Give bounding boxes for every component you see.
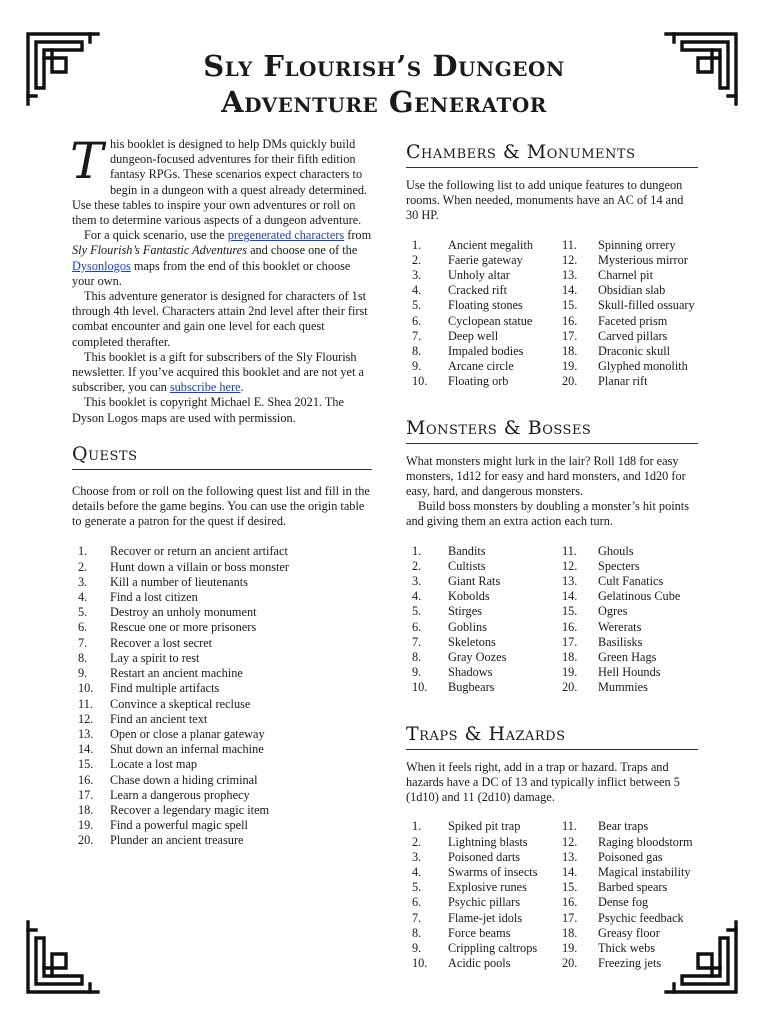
list-text: Impaled bodies (448, 344, 524, 359)
corner-ornament-bottom-left (22, 918, 102, 998)
traps-list-item (556, 850, 696, 865)
quest-list-item (72, 788, 372, 803)
quest-list-item (72, 620, 372, 635)
list-number: 18. (562, 650, 578, 665)
list-text: Restart an ancient machine (110, 666, 243, 681)
list-text: Obsidian slab (598, 283, 666, 298)
traps-list-item (406, 835, 556, 850)
knotwork-ornament-icon (22, 28, 102, 108)
list-number: 15. (562, 880, 578, 895)
list-text: Explosive runes (448, 880, 527, 895)
chambers-list-item (406, 253, 556, 268)
list-number: 4. (412, 864, 422, 879)
list-number: 3. (412, 268, 422, 283)
list-number: 8. (412, 925, 422, 940)
list-text: Hunt down a villain or boss monster (110, 559, 289, 574)
chambers-list-item (556, 268, 696, 283)
list-text: Glyphed monolith (598, 359, 688, 374)
list-number: 11. (562, 819, 577, 834)
quest-list-item (72, 666, 372, 681)
list-text: Green Hags (598, 650, 657, 665)
list-text: Thick webs (598, 940, 656, 955)
list-text: Spinning orrery (598, 237, 676, 252)
list-text: Giant Rats (448, 574, 501, 589)
list-number: 15. (78, 757, 94, 772)
list-text: Find a lost citizen (110, 590, 198, 605)
list-text: Spiked pit trap (448, 819, 521, 834)
quest-list-item (72, 590, 372, 605)
list-text: Cracked rift (448, 283, 508, 298)
traps-list-item (406, 880, 556, 895)
list-text: Acidic pools (448, 956, 511, 971)
list-number: 19. (78, 818, 94, 833)
quest-list-item (72, 681, 372, 696)
knotwork-ornament-icon (662, 28, 742, 108)
traps-heading: Traps & Hazards (406, 722, 698, 750)
list-text: Magical instability (598, 864, 691, 879)
list-number: 20. (562, 374, 578, 389)
list-number: 7. (412, 910, 422, 925)
list-number: 4. (412, 283, 422, 298)
list-number: 19. (562, 940, 578, 955)
list-number: 14. (562, 589, 578, 604)
dysonlogos-link[interactable]: Dysonlogos (72, 258, 131, 273)
list-number: 1. (78, 544, 88, 559)
list-number: 6. (412, 619, 422, 634)
list-text: Dense fog (598, 895, 649, 910)
quest-list-item (72, 575, 372, 590)
monsters-list-item (406, 559, 556, 574)
quests-description: Choose from or roll on the following quest list and fill in the details before the game begins. You can use the origin table to generate a patron for the quest if desired. (72, 483, 370, 529)
chambers-list-item (556, 253, 696, 268)
list-number: 15. (562, 298, 578, 313)
list-text: Stirges (448, 604, 482, 619)
list-number: 18. (562, 925, 578, 940)
list-text: Open or close a planar gateway (110, 726, 265, 741)
title-line-1: Sly Flourish’s Dungeon (203, 49, 565, 83)
traps-list-item (406, 911, 556, 926)
list-text: Cyclopean statue (448, 313, 533, 328)
list-number: 10. (78, 681, 94, 696)
list-text: Lay a spirit to rest (110, 650, 200, 665)
corner-ornament-top-left (22, 28, 102, 108)
chambers-list-item (556, 329, 696, 344)
list-number: 19. (562, 665, 578, 680)
list-number: 16. (78, 772, 94, 787)
traps-list-item (556, 911, 696, 926)
list-number: 2. (412, 558, 422, 573)
quest-list-item (72, 773, 372, 788)
traps-list-item (556, 926, 696, 941)
intro-paragraph-3: This adventure generator is designed for characters of 1st through 4th level. Characters attain 2nd level after their first combat encounter and gain one level for each quest completed therafter. (72, 289, 368, 349)
pregenerated-characters-link[interactable]: pregenerated characters (227, 228, 345, 243)
quest-list-item (72, 833, 372, 848)
list-text: Poisoned gas (598, 849, 663, 864)
list-text: Bugbears (448, 680, 495, 695)
list-text: Ogres (598, 604, 628, 619)
monsters-list-item (406, 574, 556, 589)
list-number: 11. (78, 696, 93, 711)
list-number: 8. (78, 650, 88, 665)
quest-list-item (72, 757, 372, 772)
list-number: 5. (412, 298, 422, 313)
intro-paragraph-1: his booklet is designed to help DMs quickly build dungeon-focused adventures for their fifth edition fantasy RPGs. These scenarios expect characters to begin in a dungeon with a quest already determined. Use these tables to inspire your own adventures or roll on them to determine various aspects of a dungeon adventure. (72, 137, 368, 228)
traps-list-item (556, 941, 696, 956)
monsters-list-item (556, 574, 696, 589)
monsters-list-item (556, 559, 696, 574)
list-number: 5. (78, 605, 88, 620)
list-number: 14. (78, 742, 94, 757)
intro-p2-text-b: from (344, 228, 372, 243)
list-number: 20. (562, 956, 578, 971)
chambers-list (406, 238, 698, 390)
list-number: 14. (562, 864, 578, 879)
list-text: Goblins (448, 619, 487, 634)
list-text: Greasy floor (598, 925, 660, 940)
list-text: Gelatinous Cube (598, 589, 681, 604)
dropcap-letter: T (70, 132, 104, 190)
monsters-list-item (556, 589, 696, 604)
list-text: Learn a dangerous prophecy (110, 787, 250, 802)
list-number: 17. (562, 634, 578, 649)
list-number: 18. (78, 802, 94, 817)
list-text: Find multiple artifacts (110, 681, 220, 696)
list-text: Destroy an unholy monument (110, 605, 257, 620)
intro-p2-text-a: For a quick scenario, use the (84, 228, 228, 243)
list-text: Ancient megalith (448, 237, 534, 252)
list-number: 2. (412, 252, 422, 267)
list-number: 13. (562, 268, 578, 283)
quests-heading: Quests (72, 442, 372, 470)
monsters-list-item (556, 650, 696, 665)
chambers-list-item (406, 359, 556, 374)
list-number: 4. (78, 590, 88, 605)
monsters-list-item (556, 680, 696, 695)
traps-list-item (556, 895, 696, 910)
list-text: Kill a number of lieutenants (110, 574, 248, 589)
list-number: 3. (78, 574, 88, 589)
quest-list-item (72, 651, 372, 666)
list-number: 5. (412, 880, 422, 895)
list-text: Wererats (598, 619, 642, 634)
list-number: 14. (562, 283, 578, 298)
list-text: Floating stones (448, 298, 523, 313)
list-text: Mummies (598, 680, 648, 695)
intro-paragraph-2 (72, 228, 372, 289)
traps-description: When it feels right, add in a trap or hazard. Traps and hazards have a DC of 13 and typically inflict between 5 (1d10) and 11 (2d10) damage. (406, 759, 680, 805)
list-number: 9. (412, 359, 422, 374)
monsters-description-2: Build boss monsters by doubling a monster’s hit points and giving them an extra action each turn. (406, 499, 689, 529)
chambers-list-item (556, 238, 696, 253)
list-text: Cult Fanatics (598, 574, 664, 589)
list-number: 20. (562, 680, 578, 695)
chambers-list-item (556, 359, 696, 374)
chambers-list-item (556, 298, 696, 313)
quest-list (72, 544, 372, 848)
traps-list-item (406, 819, 556, 834)
list-number: 6. (412, 895, 422, 910)
list-text: Hell Hounds (598, 665, 661, 680)
list-number: 17. (562, 328, 578, 343)
monsters-list (406, 544, 698, 696)
quest-list-item (72, 727, 372, 742)
list-number: 6. (412, 313, 422, 328)
chambers-list-item (556, 344, 696, 359)
quest-list-item (72, 636, 372, 651)
page-title (130, 48, 638, 120)
list-text: Bear traps (598, 819, 649, 834)
list-text: Carved pillars (598, 328, 668, 343)
monsters-list-item (556, 604, 696, 619)
list-text: Basilisks (598, 634, 643, 649)
list-number: 19. (562, 359, 578, 374)
monsters-list-item (556, 635, 696, 650)
traps-list-item (556, 880, 696, 895)
list-number: 11. (562, 543, 577, 558)
list-text: Psychic pillars (448, 895, 521, 910)
monsters-list-item (556, 665, 696, 680)
monsters-list-item (406, 665, 556, 680)
list-text: Raging bloodstorm (598, 834, 693, 849)
list-text: Unholy altar (448, 268, 510, 283)
monsters-list-item (406, 604, 556, 619)
quest-list-item (72, 697, 372, 712)
chambers-list-item (556, 314, 696, 329)
list-text: Deep well (448, 328, 499, 343)
list-number: 7. (78, 635, 88, 650)
monsters-list-item (406, 589, 556, 604)
intro-p2-text-d: maps from the end of this booklet or choose your own. (72, 258, 351, 288)
knotwork-ornament-icon (22, 918, 102, 998)
chambers-list-item (406, 268, 556, 283)
list-number: 11. (562, 237, 577, 252)
list-number: 7. (412, 328, 422, 343)
list-text: Chase down a hiding criminal (110, 772, 258, 787)
book-title: Sly Flourish’s Fantastic Adventures (72, 243, 247, 258)
list-text: Skull-filled ossuary (598, 298, 695, 313)
traps-list-item (556, 956, 696, 971)
list-number: 15. (562, 604, 578, 619)
list-number: 6. (78, 620, 88, 635)
list-text: Specters (598, 558, 640, 573)
list-text: Freezing jets (598, 956, 662, 971)
list-text: Swarms of insects (448, 864, 538, 879)
list-number: 9. (78, 666, 88, 681)
traps-list (406, 819, 698, 971)
list-text: Recover a lost secret (110, 635, 213, 650)
chambers-list-item (406, 329, 556, 344)
traps-list-item (556, 865, 696, 880)
chambers-list-item (406, 238, 556, 253)
list-number: 7. (412, 634, 422, 649)
quest-list-item (72, 742, 372, 757)
traps-list-item (406, 865, 556, 880)
list-number: 12. (562, 834, 578, 849)
chambers-list-item (556, 374, 696, 389)
intro-paragraph-4 (72, 350, 372, 396)
monsters-heading: Monsters & Bosses (406, 416, 698, 444)
list-number: 4. (412, 589, 422, 604)
chambers-list-item (406, 374, 556, 389)
quest-list-item (72, 560, 372, 575)
list-number: 5. (412, 604, 422, 619)
list-text: Find an ancient text (110, 711, 208, 726)
list-number: 12. (562, 252, 578, 267)
monsters-list-item (556, 544, 696, 559)
list-number: 10. (412, 956, 428, 971)
traps-list-item (556, 819, 696, 834)
monsters-list-item (406, 620, 556, 635)
list-text: Plunder an ancient treasure (110, 833, 244, 848)
quest-list-item (72, 803, 372, 818)
list-number: 10. (412, 374, 428, 389)
list-text: Gray Oozes (448, 650, 507, 665)
list-text: Recover or return an ancient artifact (110, 544, 288, 559)
corner-ornament-top-right (662, 28, 742, 108)
title-line-2: Adventure Generator (221, 85, 547, 119)
chambers-list-item (406, 283, 556, 298)
list-text: Convince a skeptical recluse (110, 696, 251, 711)
list-number: 12. (562, 558, 578, 573)
intro-section (70, 132, 372, 426)
list-text: Ghouls (598, 543, 634, 558)
list-number: 9. (412, 940, 422, 955)
list-number: 17. (78, 787, 94, 802)
list-number: 3. (412, 574, 422, 589)
list-text: Shadows (448, 665, 493, 680)
list-number: 13. (562, 849, 578, 864)
list-text: Skeletons (448, 634, 496, 649)
list-text: Psychic feedback (598, 910, 684, 925)
right-column (406, 140, 698, 971)
list-number: 16. (562, 313, 578, 328)
list-text: Rescue one or more prisoners (110, 620, 257, 635)
list-text: Recover a legendary magic item (110, 802, 270, 817)
list-number: 8. (412, 344, 422, 359)
list-number: 16. (562, 619, 578, 634)
chambers-description: Use the following list to add unique features to dungeon rooms. When needed, monuments have an AC of 14 and 30 HP. (406, 178, 684, 223)
list-text: Cultists (448, 558, 486, 573)
monsters-list-item (406, 650, 556, 665)
chambers-list-item (406, 344, 556, 359)
list-text: Lightning blasts (448, 834, 528, 849)
list-number: 8. (412, 650, 422, 665)
list-text: Faerie gateway (448, 252, 523, 267)
list-text: Flame-jet idols (448, 910, 523, 925)
list-text: Locate a lost map (110, 757, 198, 772)
intro-paragraph-5: This booklet is copyright Michael E. Shea 2021. The Dyson Logos maps are used with permission. (72, 395, 345, 425)
list-text: Faceted prism (598, 313, 668, 328)
list-number: 18. (562, 344, 578, 359)
list-text: Barbed spears (598, 880, 668, 895)
monsters-description-1: What monsters might lurk in the lair? Roll 1d8 for easy monsters, 1d12 for easy and hard monsters, and 1d20 for easy, hard, and dangerous monsters. (406, 453, 686, 499)
list-text: Bandits (448, 543, 486, 558)
left-column (70, 132, 372, 849)
chambers-heading: Chambers & Monuments (406, 140, 698, 168)
intro-p2-text-c: and choose one of the (247, 243, 358, 258)
list-number: 9. (412, 665, 422, 680)
list-text: Charnel pit (598, 268, 653, 283)
subscribe-link[interactable]: subscribe here (169, 380, 241, 395)
intro-p4-text-a: This booklet is a gift for subscribers of the Sly Flourish newsletter. If you’ve acquired this booklet and are not yet a subscriber, you can (72, 349, 364, 395)
list-text: Find a powerful magic spell (110, 818, 248, 833)
quest-list-item (72, 818, 372, 833)
monsters-list-item (406, 680, 556, 695)
traps-list-item (406, 926, 556, 941)
list-text: Arcane circle (448, 359, 514, 374)
intro-p4-text-b: . (240, 380, 244, 395)
list-number: 13. (562, 574, 578, 589)
list-text: Mysterious mirror (598, 252, 688, 267)
chambers-list-item (406, 314, 556, 329)
monsters-list-item (406, 544, 556, 559)
quest-list-item (72, 712, 372, 727)
quest-list-item (72, 605, 372, 620)
list-text: Crippling caltrops (448, 940, 538, 955)
list-number: 20. (78, 833, 94, 848)
list-number: 1. (412, 237, 422, 252)
list-number: 3. (412, 849, 422, 864)
list-text: Floating orb (448, 374, 509, 389)
traps-list-item (406, 850, 556, 865)
list-number: 2. (412, 834, 422, 849)
traps-list-item (406, 895, 556, 910)
list-number: 13. (78, 726, 94, 741)
traps-list-item (406, 941, 556, 956)
monsters-list-item (556, 620, 696, 635)
chambers-list-item (406, 298, 556, 313)
list-number: 1. (412, 819, 422, 834)
list-number: 1. (412, 543, 422, 558)
list-text: Force beams (448, 925, 511, 940)
list-number: 17. (562, 910, 578, 925)
list-number: 2. (78, 559, 88, 574)
list-text: Planar rift (598, 374, 648, 389)
traps-list-item (406, 956, 556, 971)
monsters-list-item (406, 635, 556, 650)
chambers-list-item (556, 283, 696, 298)
list-text: Draconic skull (598, 344, 671, 359)
list-number: 16. (562, 895, 578, 910)
list-number: 10. (412, 680, 428, 695)
list-text: Kobolds (448, 589, 490, 604)
traps-list-item (556, 835, 696, 850)
list-text: Poisoned darts (448, 849, 521, 864)
quest-list-item (72, 544, 372, 559)
list-number: 12. (78, 711, 94, 726)
list-text: Shut down an infernal machine (110, 742, 264, 757)
